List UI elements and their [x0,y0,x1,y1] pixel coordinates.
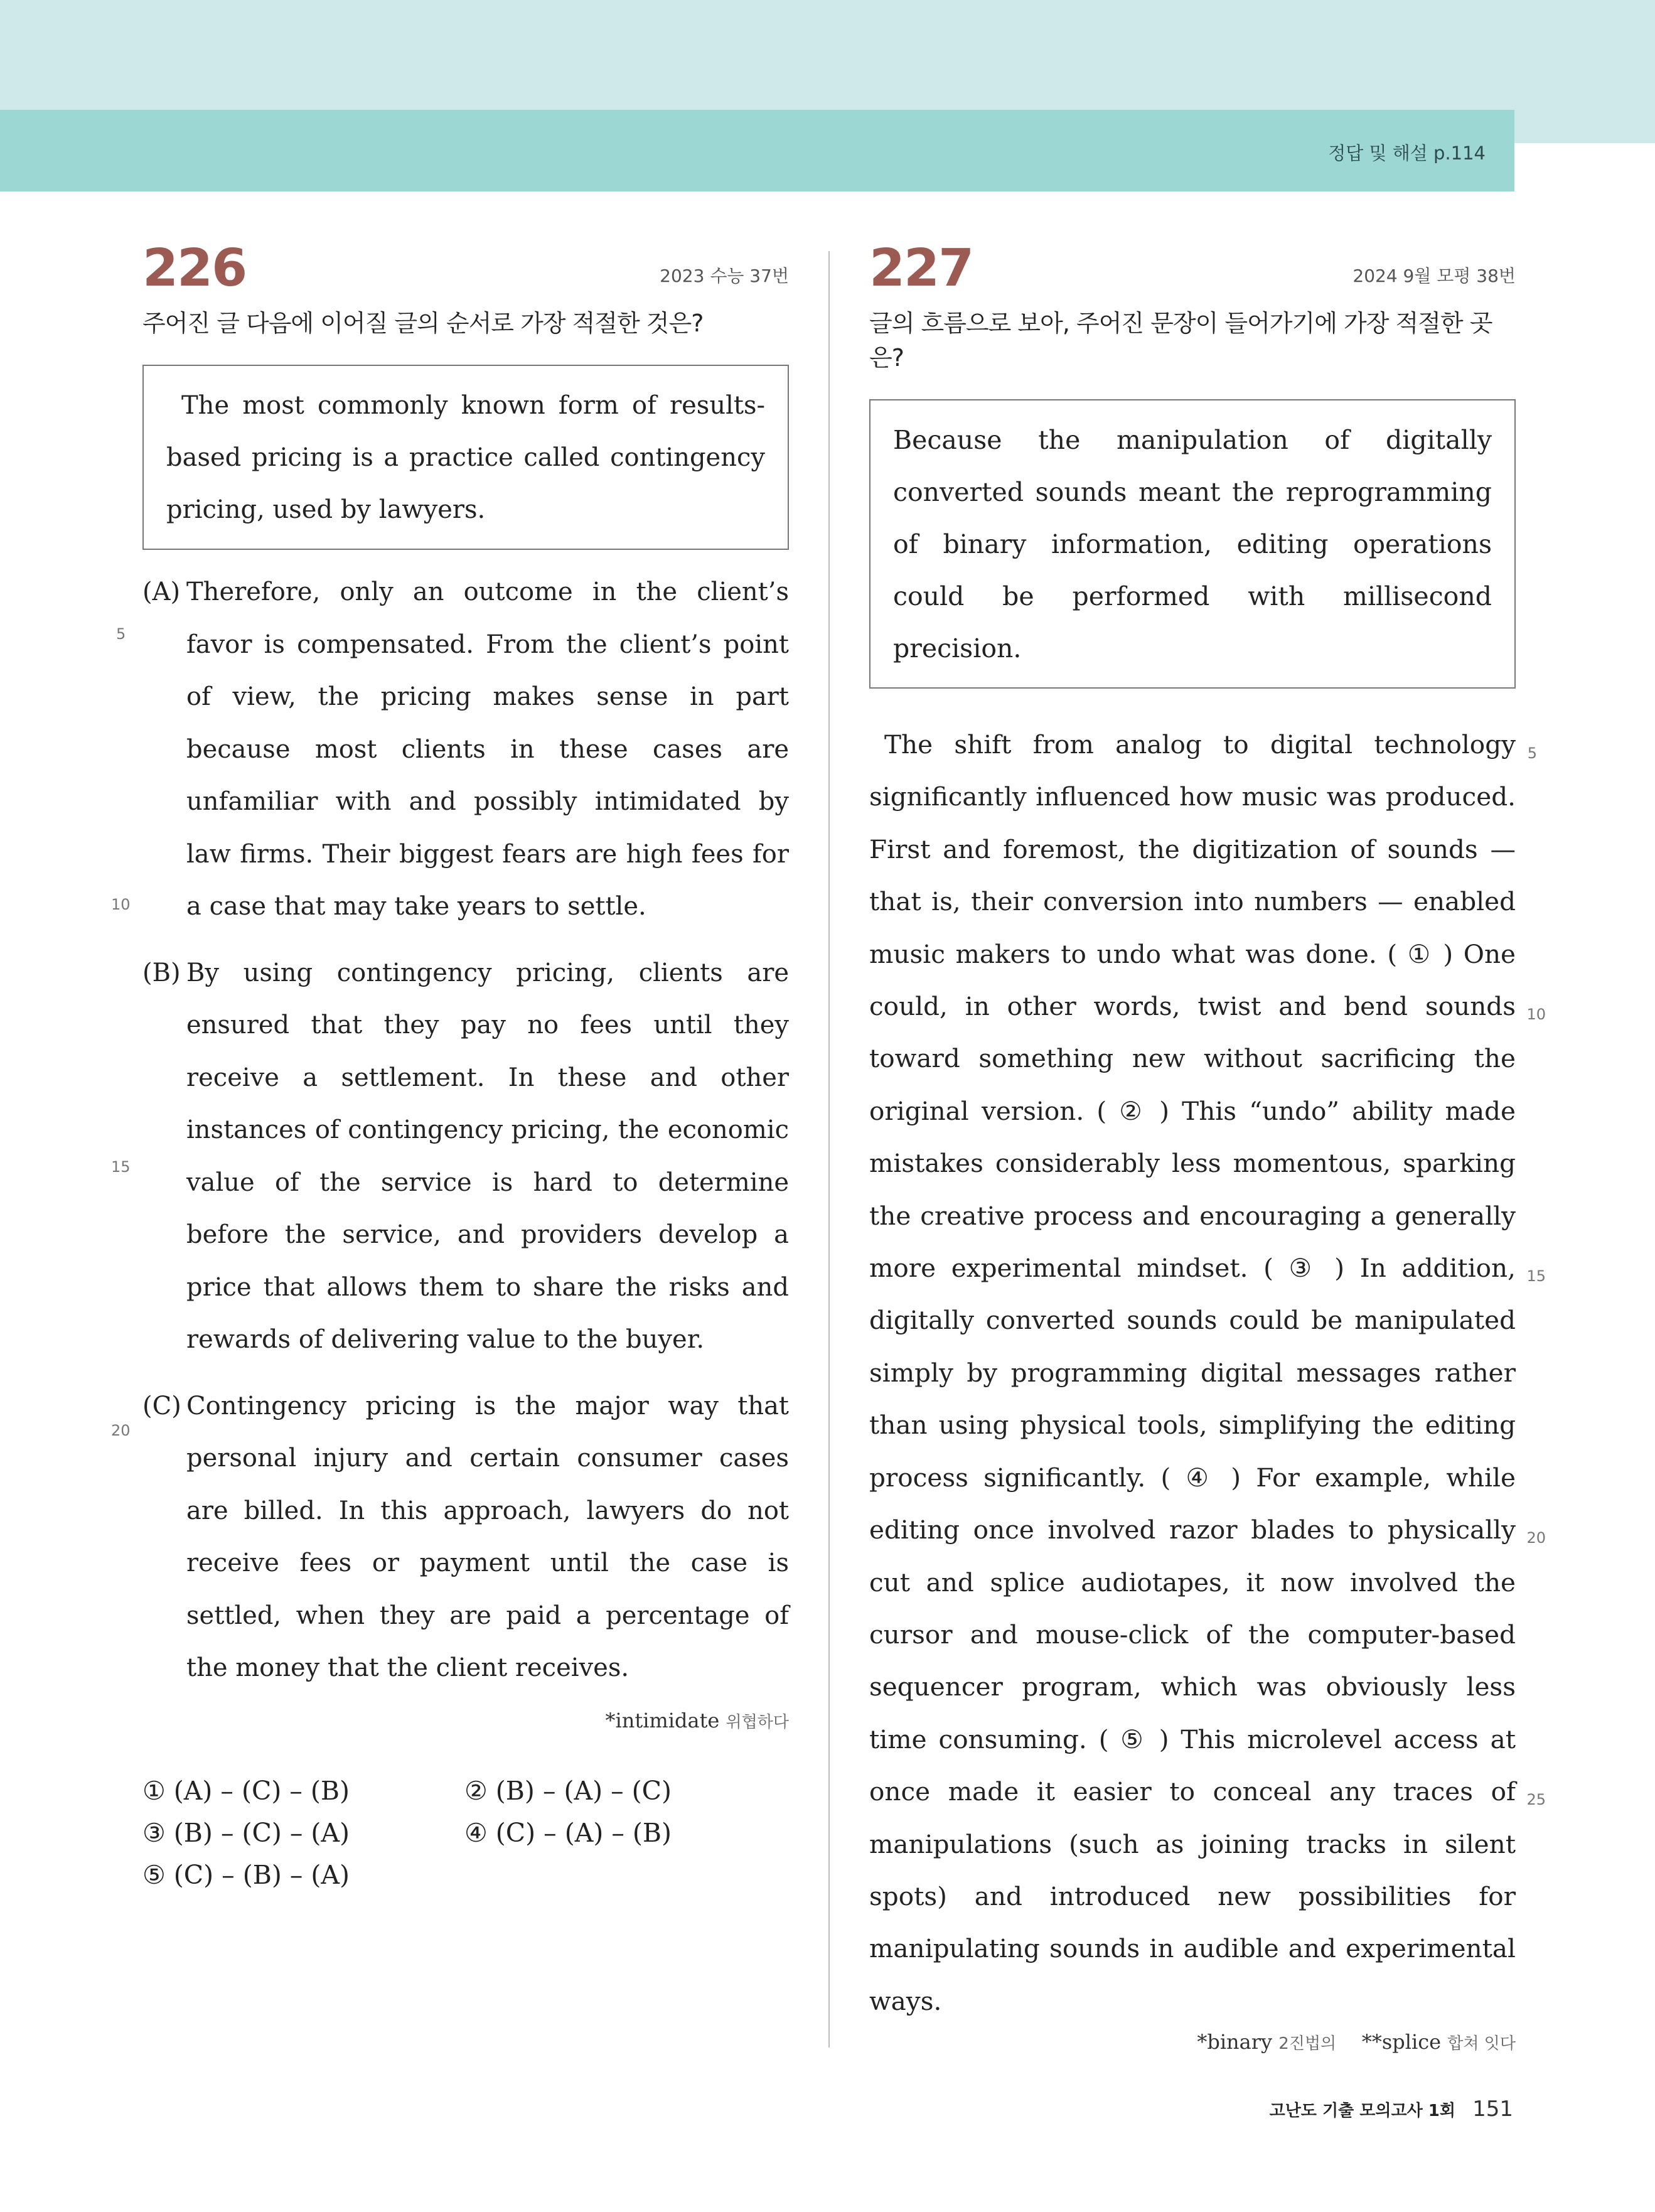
choice-4[interactable]: ④ (C) – (A) – (B) [464,1817,672,1848]
column-divider [828,251,830,2048]
page-number: 151 [1472,2097,1513,2122]
line-number: 5 [1527,744,1537,762]
header-band [0,110,1514,191]
question-header [869,237,1516,300]
answer-choices [142,1770,789,1896]
choice-1[interactable]: ① (A) – (C) – (B) [142,1775,350,1806]
given-sentence-box [869,399,1516,689]
line-number: 20 [111,1422,131,1439]
question-number: 227 [869,239,973,298]
given-sentence: Because the manipulation of digitally converted sounds meant the reprogramming of binary information, editing operations could be performed with millisecond precision. [893,425,1492,663]
passage-226 [111,566,789,1695]
question-source: 2023 수능 37번 [660,266,789,286]
line-number: 10 [111,896,131,913]
footnotes [869,2030,1516,2054]
page-footer [1270,2097,1513,2122]
choice-2[interactable]: ② (B) – (A) – (C) [464,1775,672,1806]
paragraph-a [142,566,789,933]
footnote-word: *intimidate [605,1708,720,1732]
paragraph-text: Contingency pricing is the major way that personal injury and certain consumer cases are billed. In this approach, lawyers do not receive fees or payment until the case is settled, when they are paid a percentage of the money that the client receives. [186,1391,789,1682]
line-number: 5 [116,625,126,643]
footnote-meaning: 2진법의 [1278,2034,1337,2054]
question-prompt: 글의 흐름으로 보아, 주어진 문장이 들어가기에 가장 적절한 곳은? [869,309,1492,372]
line-number: 15 [111,1158,131,1176]
paragraph-label: (A) [142,577,181,606]
line-number: 10 [1526,1006,1546,1023]
footnote-meaning: 합쳐 잇다 [1447,2034,1516,2054]
answer-reference: 정답 및 해설 p.114 [1328,142,1486,164]
question-227 [869,237,1546,2054]
passage-text: The shift from analog to digital technology significantly influenced how music was produced. First and foremost, the digitization of sounds — that is, their conversion into numbers — enabled music makers to undo what was done. ( ① ) One could, in other words, twist and bend sounds toward something new without sacrificing the original version. ( ② ) This “undo” ability made mistakes considerably less momentous, sparking the creative process and encouraging a generally more experimental mindset. ( ③ ) In addition, digitally converted sounds could be manipulated simply by programming digital messages rather than using physical tools, simplifying the editing process significantly. ( ④ ) For example, while editing once involved razor blades to physically cut and splice audiotapes, it now involved the cursor and mouse-click of the computer-based sequencer program, which was obviously less time consuming. ( ⑤ ) This microlevel access at once made it easier to conceal any traces of manipulations (such as joining tracks in silent spots) and introduced new possibilities for manipulating sounds in audible and experimental ways. [869,729,1516,2016]
question-number: 226 [142,239,247,298]
footnote-meaning: 위협하다 [726,1712,789,1732]
choice-3[interactable]: ③ (B) – (C) – (A) [142,1817,350,1848]
paragraph-label: (C) [142,1391,181,1420]
passage-227 [869,719,1546,2027]
line-number: 15 [1526,1267,1546,1285]
question-prompt: 주어진 글 다음에 이어질 글의 순서로 가장 적절한 것은? [142,309,704,337]
question-source: 2024 9월 모평 38번 [1352,266,1516,286]
book-title: 고난도 기출 모의고사 1회 [1269,2102,1455,2120]
paragraph-label: (B) [142,958,181,987]
footnote-word: *binary [1197,2030,1273,2054]
paragraph-b [142,947,789,1366]
question-header [142,237,789,300]
paragraph-text: By using contingency pricing, clients are ensured that they pay no fees until they receive a settlement. In these and other instances of contingency pricing, the economic value of the service is hard to determine before the service, and providers develop a price that allows them to share the risks and rewards of delivering value to the buyer. [186,958,789,1354]
choice-5[interactable]: ⑤ (C) – (B) – (A) [142,1859,350,1890]
paragraph-text: Therefore, only an outcome in the client’s favor is compensated. From the client’s point of view, the pricing makes sense in part because most clients in these cases are unfamiliar with and possibly intimidated by law firms. Their biggest fears are high fees for a case that may take years to settle. [186,577,789,921]
footnote [142,1709,789,1732]
line-number: 25 [1526,1791,1546,1808]
paragraph-c [142,1380,789,1695]
given-text-box [142,365,789,550]
given-text: The most commonly known form of results-based pricing is a practice called contingency pricing, used by lawyers. [166,391,765,524]
line-number: 20 [1526,1529,1546,1547]
question-226 [111,237,789,1896]
footnote-word: **splice [1361,2030,1442,2054]
